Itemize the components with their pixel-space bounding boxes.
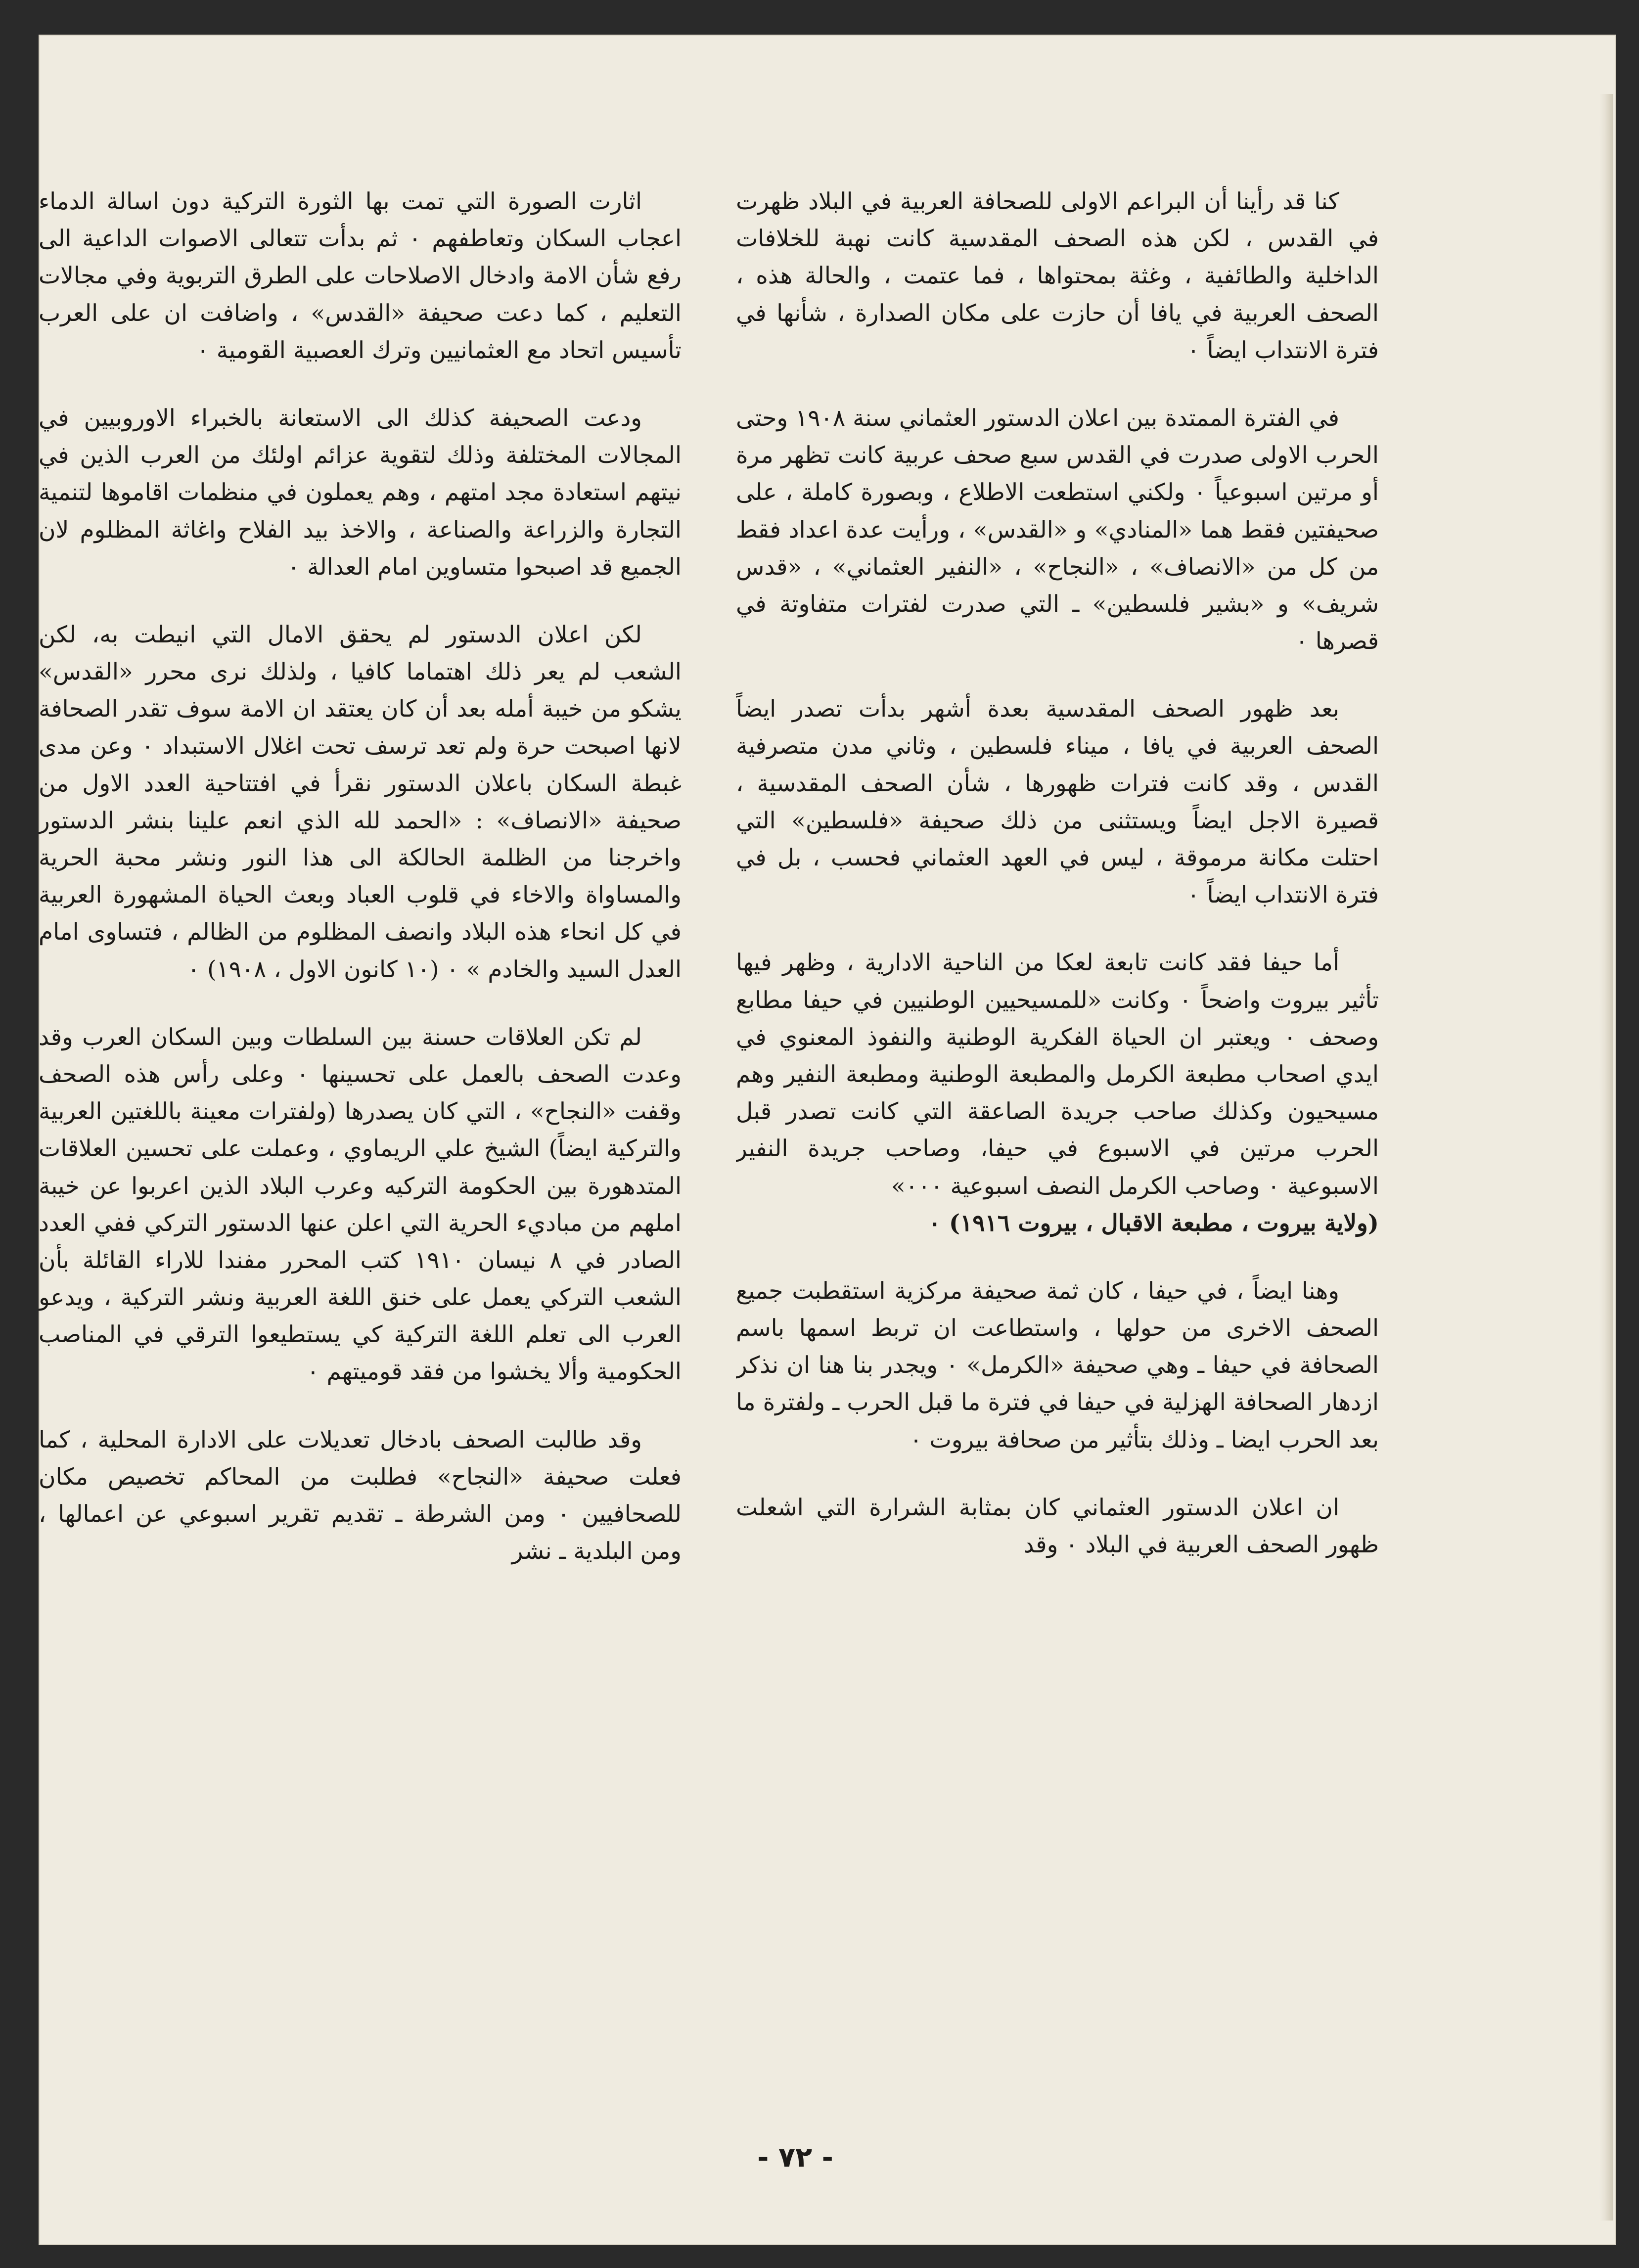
page-number: - ٧٢ - (757, 2141, 833, 2174)
left-text-column (39, 183, 682, 2052)
paragraph: وقد طالبت الصحف بادخال تعديلات على الادارة المحلية ، كما فعلت صحيفة «النجاح» فطلبت من المحاكم تخصيص مكان للصحافيين ٠ ومن الشرطة ـ تقديم تقرير اسبوعي عن اعمالها ، ومن البلدية ـ نشر (39, 1426, 682, 1565)
paragraph: ان اعلان الدستور العثماني كان بمثابة الشرارة التي اشعلت ظهور الصحف العربية في البلاد ٠ وقد (736, 1494, 1379, 1558)
paragraph: في الفترة الممتدة بين اعلان الدستور العثماني سنة ١٩٠٨ وحتى الحرب الاولى صدرت في القدس سبع صحف عربية كانت تظهر مرة أو مرتين اسبوعياً ٠ ولكني استطعت الاطلاع ، وبصورة كاملة ، على صحيفتين فقط هما «المنادي» و «القدس» ، ورأيت عدة اعداد فقط من كل من «الانصاف» ، «النجاح» ، «النفير العثماني» ، «قدس شريف» و «بشير فلسطين» ـ التي صدرت لفترات متفاوتة في قصرها ٠ (736, 404, 1379, 655)
paragraph: كنا قد رأينا أن البراعم الاولى للصحافة العربية في البلاد ظهرت في القدس ، لكن هذه الصحف المقدسية كانت نهبة للخلافات الداخلية والطائفية ، وغثة بمحتواها ، فما عتمت ، والحالة هذه ، الصحف العربية في يافا أن حازت على مكان الصدارة ، شأنها في فترة الانتداب ايضاً ٠ (736, 188, 1379, 364)
citation: (ولاية بيروت ، مطبعة الاقبال ، بيروت ١٩١٦) ٠ (928, 1209, 1379, 1237)
paragraph: لم تكن العلاقات حسنة بين السلطات وبين السكان العرب وقد وعدت الصحف بالعمل على تحسينها ٠ وعلى رأس هذه الصحف وقفت «النجاح» ، التي كان يصدرها (ولفترات معينة باللغتين العربية والتركية ايضاً) الشيخ علي الريماوي ، وعملت على تحسين العلاقات المتدهورة بين الحكومة التركيه وعرب البلاد الذين اعربوا عن خيبة املهم من مباديء الحرية التي اعلن عنها الدستور التركي ففي العدد الصادر في ٨ نيسان ١٩١٠ كتب المحرر مفندا للاراء القائلة بأن الشعب التركي يعمل على خنق اللغة العربية ونشر التركية ، ويدعو العرب الى تعلم اللغة التركية كي يستطيعوا الترقي في المناصب الحكومية وألا يخشوا من فقد قوميتهم ٠ (39, 1023, 682, 1386)
paragraph: لكن اعلان الدستور لم يحقق الامال التي انيطت به، لكن الشعب لم يعر ذلك اهتماما كافيا ، ولذلك نرى محرر «القدس» يشكو من خيبة أمله بعد أن كان يعتقد ان الامة سوف تقدر الصحافة لانها اصبحت حرة ولم تعد ترسف تحت اغلال الاستبداد ٠ وعن مدى غبطة السكان باعلان الدستور نقرأ في افتتاحية العدد الاول من صحيفة «الانصاف» : «الحمد لله الذي انعم علينا بنشر الدستور واخرجنا من الظلمة الحالكة الى هذا النور ونشر محبة الحرية والمساواة والاخاء في قلوب العباد وبعث الحياة المشهورة العربية في كل انحاء هذه البلاد وانصف المظلوم من الظالم ، فتساوى امام العدل السيد والخادم » ٠ (١٠ كانون الاول ، ١٩٠٨) ٠ (39, 621, 682, 983)
paragraph: أما حيفا فقد كانت تابعة لعكا من الناحية الادارية ، وظهر فيها تأثير بيروت واضحاً ٠ وكانت «للمسيحيين الوطنيين في حيفا مطابع وصحف ٠ ويعتبر ان الحياة الفكرية الوطنية والنفوذ المعنوي في ايدي اصحاب مطبعة الكرمل والمطبعة الوطنية ومطبعة النفير وهم مسيحيون وكذلك صاحب جريدة الصاعقة التي كانت تصدر قبل الحرب مرتين في الاسبوع في حيفا، وصاحب جريدة النفير الاسبوعية ٠ وصاحب الكرمل النصف اسبوعية ٠٠٠» (736, 949, 1379, 1200)
paragraph: اثارت الصورة التي تمت بها الثورة التركية دون اسالة الدماء اعجاب السكان وتعاطفهم ٠ ثم بدأت تتعالى الاصوات الداعية الى رفع شأن الامة وادخال الاصلاحات على الطرق التربوية وفي مجالات التعليم ، كما دعت صحيفة «القدس» ، واضافت ان على العرب تأسيس اتحاد مع العثمانيين وترك العصبية القومية ٠ (39, 188, 682, 364)
paragraph: بعد ظهور الصحف المقدسية بعدة أشهر بدأت تصدر ايضاً الصحف العربية في يافا ، ميناء فلسطين ، وثاني مدن متصرفية القدس ، وقد كانت فترات ظهورها ، شأن الصحف المقدسية ، قصيرة الاجل ايضاً ويستثنى من ذلك صحيفة «فلسطين» التي احتلت مكانة مرموقة ، ليس في العهد العثماني فحسب ، بل في فترة الانتداب ايضاً ٠ (736, 695, 1379, 909)
paragraph: وهنا ايضاً ، في حيفا ، كان ثمة صحيفة مركزية استقطبت جميع الصحف الاخرى من حولها ، واستطاعت ان تربط اسمها باسم الصحافة في حيفا ـ وهي صحيفة «الكرمل» ٠ ويجدر بنا هنا ان نذكر ازدهار الصحافة الهزلية في حيفا في فترة ما قبل الحرب ـ ولفترة ما بعد الحرب ايضا ـ وذلك بتأثير من صحافة بيروت ٠ (736, 1277, 1379, 1453)
page-edge-shadow (1599, 94, 1613, 2221)
right-text-column (736, 183, 1379, 2052)
document-page (39, 35, 1616, 2245)
paragraph: ودعت الصحيفة كذلك الى الاستعانة بالخبراء الاوروبيين في المجالات المختلفة وذلك لتقوية عزائم اولئك من العرب الذين في نيتهم استعادة مجد امتهم ، وهم يعملون في منظمات اقاموها لتنمية التجارة والزراعة والصناعة ، والاخذ بيد الفلاح واغاثة المظلوم لان الجميع قد اصبحوا متساوين امام العدالة ٠ (39, 404, 682, 581)
